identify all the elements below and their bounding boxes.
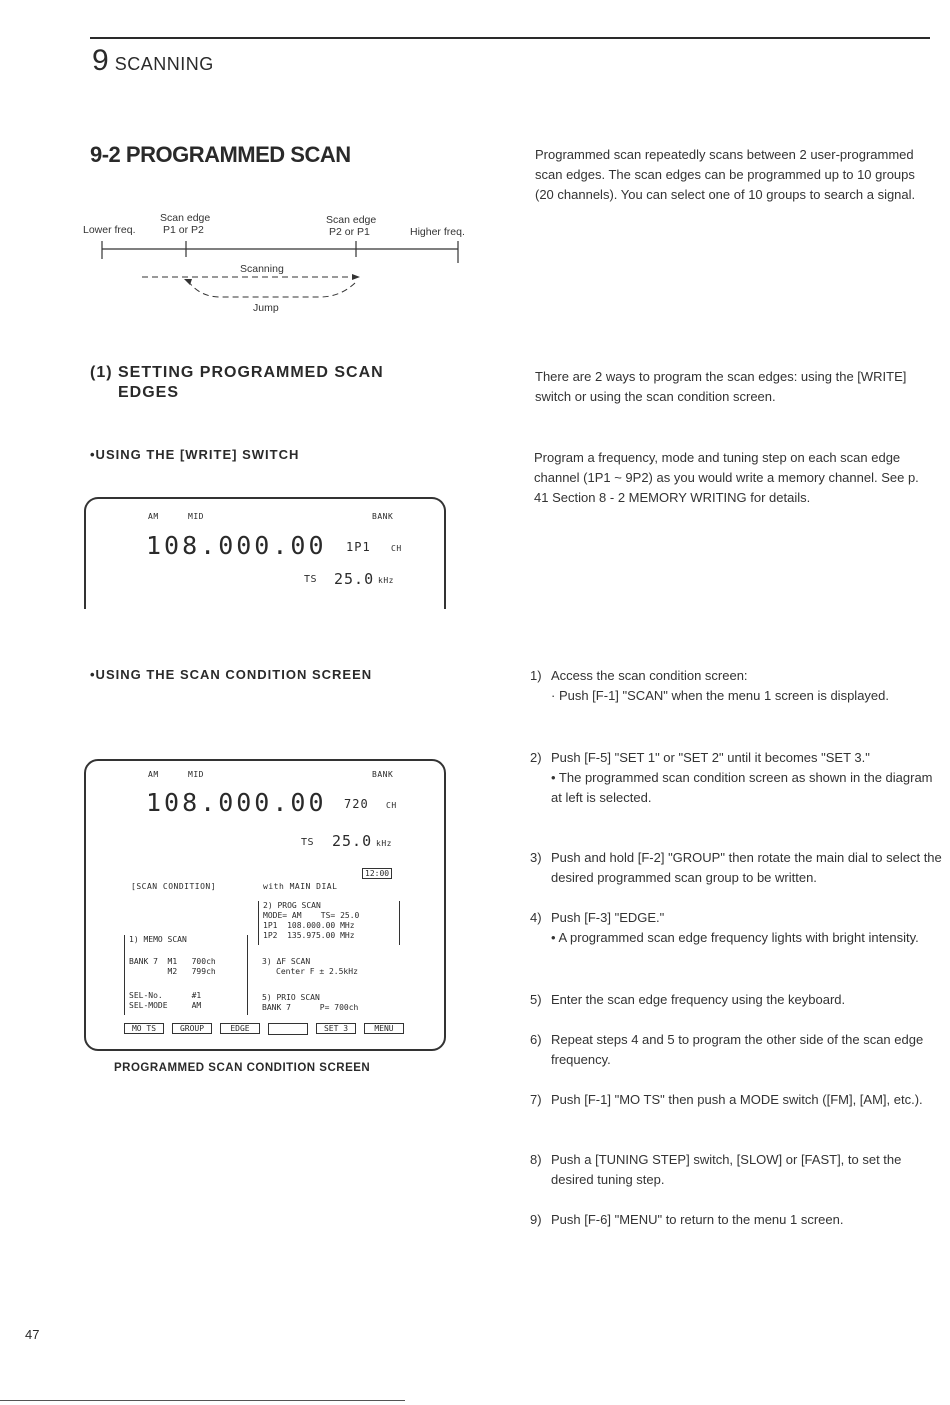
lcd2-channel: 720 (344, 797, 369, 811)
lcd-channel: 1P1 (346, 540, 371, 554)
prio-scan-title: 5) PRIO SCAN (262, 993, 320, 1002)
step-subtext: · Push [F-1] "SCAN" when the menu 1 screen is displayed. (551, 688, 889, 703)
lcd-ch-unit: CH (391, 544, 402, 553)
step-9 (530, 1210, 942, 1230)
chapter-title: SCANNING (114, 54, 214, 74)
memo-scan-title: 1) MEMO SCAN (129, 935, 187, 944)
step-number: 6) (530, 1032, 542, 1047)
jump-arrow (188, 281, 355, 297)
chapter-number: 9 (92, 44, 109, 77)
lcd2-with-main-dial: with MAIN DIAL (263, 882, 338, 891)
scan-edge-2-sub-label: P2 or P1 (329, 226, 370, 238)
fkey-f1-mo-ts[interactable]: MO TS (124, 1023, 164, 1034)
lcd-ts-value: 25.0 (334, 570, 375, 588)
step-text: Enter the scan edge frequency using the keyboard. (551, 992, 846, 1007)
step-5 (530, 990, 942, 1010)
lcd2-ts-value: 25.0 (332, 832, 373, 850)
memo-sel-no: SEL-No. #1 (129, 991, 202, 1000)
lcd-frequency: 108.000.00 (146, 531, 327, 560)
prog-scan-mode: MODE= AM TS= 25.0 (263, 911, 360, 920)
scan-condition-lcd-display (84, 759, 446, 1051)
step-3 (530, 848, 942, 888)
lcd2-scan-condition-label: [SCAN CONDITION] (131, 882, 217, 891)
lcd-bank: BANK (372, 512, 394, 521)
step-number: 5) (530, 992, 542, 1007)
fkey-f2-group[interactable]: GROUP (172, 1023, 212, 1034)
setting-heading-line2: EDGES (118, 384, 180, 401)
write-lcd-display (84, 497, 446, 609)
lcd2-mid: MID (188, 770, 204, 779)
lcd2-mode: AM (148, 770, 159, 779)
scanning-label: Scanning (240, 263, 284, 275)
prog-scan-box (258, 901, 400, 945)
step-7 (530, 1090, 942, 1110)
memo-sel-mode: SEL-MODE AM (129, 1001, 202, 1010)
lcd-mid: MID (188, 512, 204, 521)
step-text: Push [F-5] "SET 1" or "SET 2" until it becomes "SET 3." (551, 750, 870, 765)
lcd2-clock: 12:00 (362, 868, 392, 879)
fkey-f5-set3[interactable]: SET 3 (316, 1023, 356, 1034)
step-number: 8) (530, 1152, 542, 1167)
footer-rule (0, 1400, 405, 1401)
prog-scan-p2: 1P2 135.975.00 MHz (263, 931, 355, 940)
lcd-ts-unit: kHz (378, 576, 394, 585)
step-subtext: • The programmed scan condition screen as shown in the diagram at left is selected. (551, 770, 933, 805)
memo-bank-line2: M2 799ch (129, 967, 216, 976)
fkey-f6-menu[interactable]: MENU (364, 1023, 404, 1034)
step-8 (530, 1150, 942, 1190)
memo-bank-line1: BANK 7 M1 700ch (129, 957, 216, 966)
step-number: 3) (530, 850, 542, 865)
memo-scan-box (124, 935, 248, 1015)
step-2 (530, 748, 942, 808)
prio-scan-bank: BANK 7 P= 700ch (262, 1003, 359, 1012)
step-text: Push [F-1] "MO TS" then push a MODE switch ([FM], [AM], etc.). (551, 1092, 923, 1107)
df-scan-center: Center F ± 2.5kHz (276, 967, 358, 976)
lcd-mode: AM (148, 512, 159, 521)
step-text: Access the scan condition screen: (551, 668, 748, 683)
page-number: 47 (25, 1327, 40, 1342)
scan-edge-diagram (80, 205, 500, 320)
prog-scan-p1: 1P1 108.000.00 MHz (263, 921, 355, 930)
scanning-arrowhead (352, 274, 360, 280)
scan-edge-1-sub-label: P1 or P2 (163, 224, 204, 236)
section-intro: Programmed scan repeatedly scans between 2 user-programmed scan edges. The scan edges can be programmed up to 10 groups (20 channels). You can select one of 10 groups to search a signal. (535, 147, 916, 202)
scan-condition-heading: •USING THE SCAN CONDITION SCREEN (90, 667, 373, 682)
step-number: 7) (530, 1092, 542, 1107)
lcd2-ch-unit: CH (386, 801, 397, 810)
fkey-f3-edge[interactable]: EDGE (220, 1023, 260, 1034)
lcd2-ts-label: TS (301, 837, 315, 848)
step-4 (530, 908, 942, 948)
scan-edge-2-label: Scan edge (326, 214, 377, 226)
lcd-ts-label: TS (304, 574, 318, 585)
write-switch-heading: •USING THE [WRITE] SWITCH (90, 447, 300, 462)
prog-scan-title: 2) PROG SCAN (263, 901, 321, 910)
step-number: 9) (530, 1212, 542, 1227)
step-subtext: • A programmed scan edge frequency lights with bright intensity. (551, 930, 919, 945)
setting-heading-line1: (1) SETTING PROGRAMMED SCAN (90, 364, 384, 381)
lower-freq-label: Lower freq. (83, 224, 136, 236)
step-text: Push a [TUNING STEP] switch, [SLOW] or [FAST], to set the desired tuning step. (551, 1152, 902, 1187)
step-number: 2) (530, 750, 542, 765)
write-switch-text: Program a frequency, mode and tuning step on each scan edge channel (1P1 ~ 9P2) as you would write a memory channel. See p. 41 Section 8 - 2 MEMORY WRITING for details. (534, 450, 919, 505)
lcd2-ts-unit: kHz (376, 839, 392, 848)
setting-heading (90, 363, 384, 403)
step-number: 4) (530, 910, 542, 925)
step-number: 1) (530, 668, 542, 683)
jump-label: Jump (253, 302, 279, 314)
higher-freq-label: Higher freq. (410, 226, 465, 238)
scan-edge-1-label: Scan edge (160, 212, 211, 224)
step-text: Push and hold [F-2] "GROUP" then rotate the main dial to select the desired programmed scan group to be written. (551, 850, 942, 885)
setting-intro: There are 2 ways to program the scan edges: using the [WRITE] switch or using the scan condition screen. (535, 369, 907, 404)
section-title: 9-2 PROGRAMMED SCAN (90, 142, 351, 167)
step-text: Push [F-6] "MENU" to return to the menu 1 screen. (551, 1212, 844, 1227)
step-text: Repeat steps 4 and 5 to program the other side of the scan edge frequency. (551, 1032, 924, 1067)
chapter-heading (92, 44, 214, 78)
step-6 (530, 1030, 942, 1070)
lcd2-frequency: 108.000.00 (146, 788, 327, 817)
step-text: Push [F-3] "EDGE." (551, 910, 665, 925)
df-scan-title: 3) ΔF SCAN (262, 957, 311, 966)
scan-condition-caption: PROGRAMMED SCAN CONDITION SCREEN (114, 1062, 371, 1074)
step-1 (530, 666, 942, 706)
header-rule (90, 37, 930, 39)
lcd2-bank: BANK (372, 770, 394, 779)
fkey-f4-blank[interactable] (268, 1023, 308, 1035)
